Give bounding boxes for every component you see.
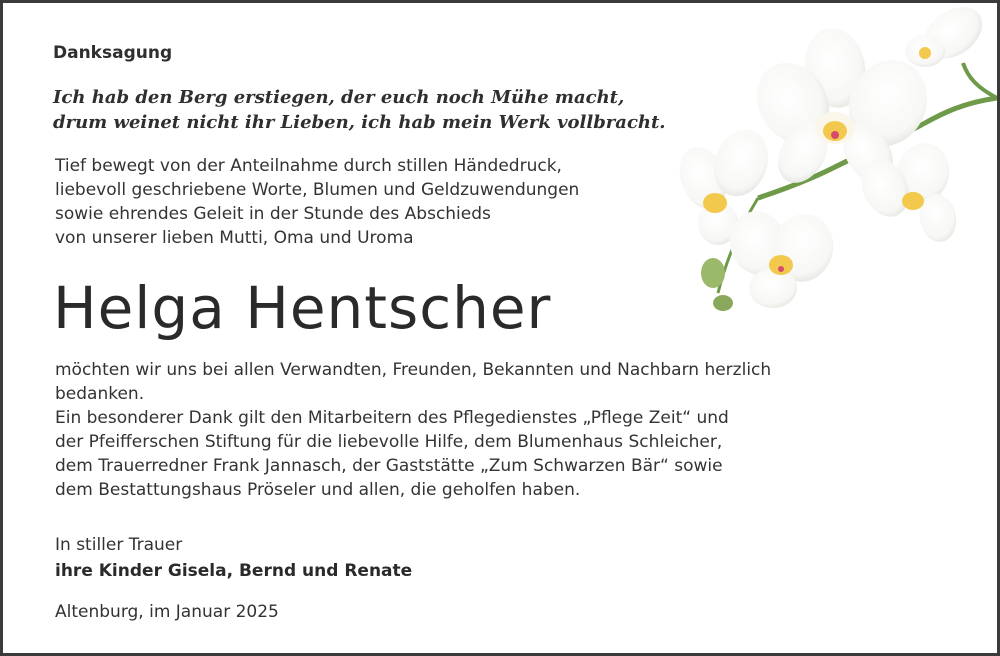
place-and-date: Altenburg, im Januar 2025 xyxy=(55,602,279,622)
thanks-line: der Pfeifferschen Stiftung für die liebevolle Hilfe, dem Blumenhaus Schleicher, xyxy=(55,432,723,452)
intro-line: sowie ehrendes Geleit in der Stunde des Abschieds xyxy=(55,204,491,224)
thanks-line: Ein besonderer Dank gilt den Mitarbeitern des Pflegedienstes „Pflege Zeit“ und xyxy=(55,408,729,428)
orchid-flower xyxy=(723,205,841,308)
thanks-line: möchten wir uns bei allen Verwandten, Freunden, Bekannten und Nachbarn herzlich xyxy=(55,360,772,380)
mourners-names: ihre Kinder Gisela, Bernd und Renate xyxy=(55,561,413,581)
intro-line: von unserer lieben Mutti, Oma und Uroma xyxy=(55,228,414,248)
notice-heading: Danksagung xyxy=(53,43,173,63)
quote-line: drum weinet nicht ihr Lieben, ich hab mein Werk vollbracht. xyxy=(53,112,666,133)
intro-line: liebevoll geschriebene Worte, Blumen und Geldzuwendungen xyxy=(55,180,580,200)
quote-line: Ich hab den Berg erstiegen, der euch noch Mühe macht, xyxy=(53,87,625,108)
orchid-image xyxy=(663,3,997,323)
mourning-block xyxy=(55,532,412,584)
thanks-line: dem Trauerredner Frank Jannasch, der Gaststätte „Zum Schwarzen Bär“ sowie xyxy=(55,456,723,476)
deceased-name: Helga Hentscher xyxy=(53,274,552,342)
intro-paragraph xyxy=(55,154,579,250)
thanks-paragraph xyxy=(55,358,771,502)
intro-line: Tief bewegt von der Anteilnahme durch stillen Händedruck, xyxy=(55,156,562,176)
mourning-line: In stiller Trauer xyxy=(55,535,183,555)
thanks-line: dem Bestattungshaus Pröseler und allen, die geholfen haben. xyxy=(55,480,581,500)
orchid-flower xyxy=(905,3,992,69)
memorial-quote xyxy=(53,85,666,135)
thanks-line: bedanken. xyxy=(55,384,145,404)
